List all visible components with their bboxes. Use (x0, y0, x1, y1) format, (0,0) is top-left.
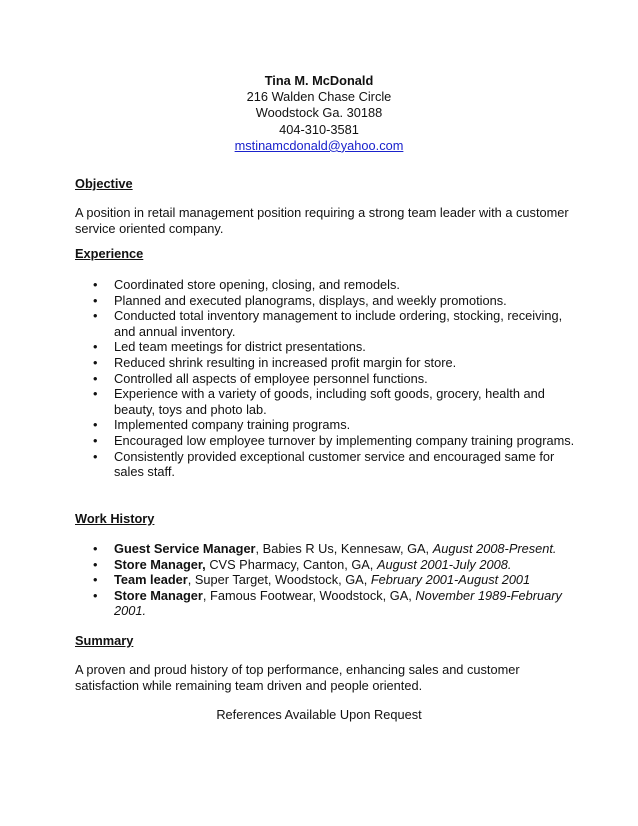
job-dates: February 2001-August 2001 (370, 572, 531, 588)
job-role: Guest Service Manager (114, 541, 256, 556)
experience-item: • Reduced shrink resulting in increased profit margin for store. (93, 354, 457, 370)
job-role: Team leader (114, 572, 188, 588)
job-role: Store Manager (114, 587, 203, 603)
job-entry: • Store Manager, Famous Footwear, Woodstock, GA, November 1989-February 2001. (93, 587, 562, 619)
bullet-dot: • (93, 370, 98, 386)
bullet-dot: • (93, 339, 98, 355)
job-employer: CVS Pharmacy, Canton, GA, (209, 556, 374, 572)
resume-header (0, 73, 638, 154)
experience-item: • Coordinated store opening, closing, and remodels. (93, 277, 400, 292)
experience-item: • Encouraged low employee turnover by implementing company training programs. (93, 432, 575, 448)
bullet-dot: • (93, 587, 98, 603)
bullet-dot: • (93, 277, 98, 292)
bullet-dot: • (93, 292, 98, 308)
bullet-dot: • (93, 448, 98, 464)
experience-heading: Experience (75, 246, 144, 261)
job-entry: • Team leader, Super Target, Woodstock, GA, February 2001-August 2001 (93, 572, 531, 588)
job-employer: Super Target, Woodstock, GA, (194, 572, 368, 588)
address-line-1: 216 Walden Chase Circle (246, 89, 392, 105)
bullet-dot: • (93, 308, 98, 324)
experience-list (75, 277, 575, 480)
phone-number: 404-310-3581 (279, 121, 359, 137)
summary-text: A proven and proud history of top performance, enhancing sales and customer satisfaction while remaining team driven and people oriented. (75, 662, 520, 693)
bullet-dot: • (93, 541, 98, 556)
experience-item: • Led team meetings for district presentations. (93, 339, 366, 355)
job-dates: August 2001-July 2008. (376, 556, 512, 572)
bullet-dot: • (93, 556, 98, 572)
references-note: References Available Upon Request (216, 707, 422, 722)
summary-heading: Summary (75, 633, 134, 648)
job-dates: November 1989-February 2001. (114, 587, 562, 619)
job-entry (75, 557, 575, 573)
bullet-dot: • (93, 572, 98, 588)
bullet-dot: • (93, 386, 98, 402)
candidate-name: Tina M. McDonald (264, 73, 374, 88)
objective-text: A position in retail management position requiring a strong team leader with a customer service oriented company. (75, 205, 569, 236)
experience-item: • Consistently provided exceptional customer service and encouraged same for sales staff. (93, 448, 555, 480)
email-link[interactable]: mstinamcdonald@yahoo.com (234, 137, 404, 153)
work-history-list (75, 541, 575, 619)
job-role: Store Manager, (114, 556, 206, 572)
job-employer: Babies R Us, Kennesaw, GA, (262, 541, 430, 556)
address-line-2: Woodstock Ga. 30188 (255, 105, 383, 121)
experience-item: • Implemented company training programs. (93, 417, 351, 433)
objective-heading: Objective (75, 176, 133, 191)
experience-item: • Conducted total inventory management to include ordering, stocking, receiving, and annual inventory. (93, 308, 563, 339)
work-history-heading: Work History (75, 511, 155, 526)
experience-item: • Controlled all aspects of employee personnel functions. (93, 370, 428, 386)
experience-item: • Experience with a variety of goods, including soft goods, grocery, health and beauty, toys and photo lab. (93, 386, 545, 417)
bullet-dot: • (93, 417, 98, 433)
bullet-dot: • (93, 432, 98, 448)
job-employer: Famous Footwear, Woodstock, GA, (210, 587, 412, 603)
bullet-dot: • (93, 354, 98, 370)
job-dates: August 2008-Present. (432, 541, 557, 556)
job-entry: • Guest Service Manager, Babies R Us, Kennesaw, GA, August 2008-Present. (93, 541, 557, 556)
experience-item: • Planned and executed planograms, displays, and weekly promotions. (93, 292, 507, 308)
